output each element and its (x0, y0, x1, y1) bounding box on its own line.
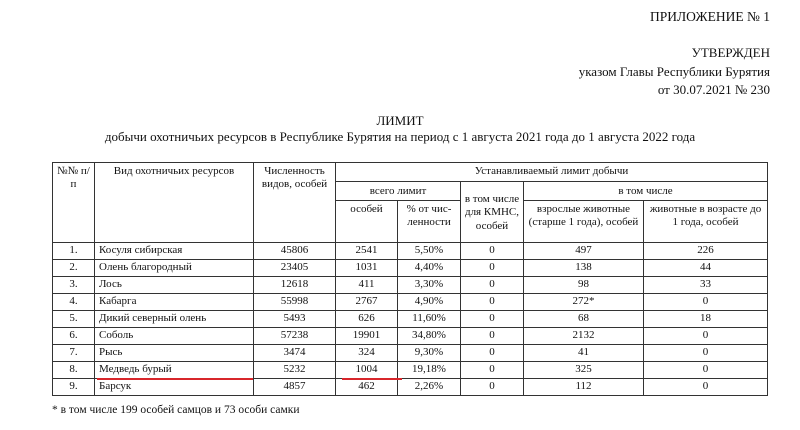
table-row (53, 328, 768, 345)
cell-percent: 34,80% (398, 328, 461, 345)
cell-adults: 138 (524, 260, 644, 277)
cell-young: 44 (644, 260, 768, 277)
cell-kmns: 0 (461, 243, 524, 260)
cell-percent: 19,18% (398, 362, 461, 379)
table-row (53, 260, 768, 277)
cell-percent: 2,26% (398, 379, 461, 396)
cell-percent: 3,30% (398, 277, 461, 294)
table-row (53, 277, 768, 294)
header-individuals: особей (336, 201, 398, 243)
header-including: в том числе (524, 182, 768, 201)
header-population: Численность видов, особей (254, 163, 336, 243)
cell-young: 0 (644, 294, 768, 311)
cell-young: 0 (644, 345, 768, 362)
cell-percent: 4,90% (398, 294, 461, 311)
cell-num: 9. (53, 379, 95, 396)
cell-percent: 11,60% (398, 311, 461, 328)
cell-percent: 5,50% (398, 243, 461, 260)
cell-population: 5232 (254, 362, 336, 379)
table-row (53, 345, 768, 362)
cell-population: 12618 (254, 277, 336, 294)
cell-adults: 272* (524, 294, 644, 311)
cell-num: 5. (53, 311, 95, 328)
decree-date-number: от 30.07.2021 № 230 (657, 82, 770, 97)
cell-individuals: 626 (336, 311, 398, 328)
cell-resource-name: Косуля сибирская (95, 243, 254, 260)
cell-population: 5493 (254, 311, 336, 328)
cell-young: 0 (644, 379, 768, 396)
cell-adults: 41 (524, 345, 644, 362)
document-title: ЛИМИТ (376, 113, 424, 128)
cell-individuals: 324 (336, 345, 398, 362)
cell-num: 8. (53, 362, 95, 379)
cell-individuals: 462 (336, 379, 398, 396)
cell-young: 0 (644, 328, 768, 345)
cell-kmns: 0 (461, 260, 524, 277)
cell-percent: 9,30% (398, 345, 461, 362)
cell-kmns: 0 (461, 294, 524, 311)
cell-individuals: 2541 (336, 243, 398, 260)
cell-kmns: 0 (461, 311, 524, 328)
cell-resource-name: Медведь бурый (95, 362, 254, 379)
cell-adults: 68 (524, 311, 644, 328)
cell-individuals: 2767 (336, 294, 398, 311)
cell-adults: 112 (524, 379, 644, 396)
cell-num: 7. (53, 345, 95, 362)
header-total-limit: всего лимит (336, 182, 461, 201)
cell-kmns: 0 (461, 362, 524, 379)
cell-resource-name: Соболь (95, 328, 254, 345)
highlight-underline-bear-limit (342, 378, 402, 380)
footnote: * в том числе 199 особей самцов и 73 особи самки (52, 404, 300, 416)
cell-young: 18 (644, 311, 768, 328)
header-resource: Вид охотничьих ресурсов (95, 163, 254, 243)
header-adults: взрослые животные (старше 1 года), особей (524, 201, 644, 243)
cell-adults: 2132 (524, 328, 644, 345)
cell-percent: 4,40% (398, 260, 461, 277)
cell-resource-name: Кабарга (95, 294, 254, 311)
cell-population: 45806 (254, 243, 336, 260)
table-row (53, 379, 768, 396)
table-row (53, 243, 768, 260)
cell-num: 2. (53, 260, 95, 277)
cell-population: 23405 (254, 260, 336, 277)
table-row (53, 294, 768, 311)
cell-adults: 325 (524, 362, 644, 379)
header-young: животные в возрасте до 1 года, особей (644, 201, 768, 243)
cell-population: 57238 (254, 328, 336, 345)
highlight-underline-bear-name (97, 378, 253, 380)
cell-individuals: 411 (336, 277, 398, 294)
cell-resource-name: Барсук (95, 379, 254, 396)
cell-young: 226 (644, 243, 768, 260)
cell-resource-name: Олень благородный (95, 260, 254, 277)
cell-population: 4857 (254, 379, 336, 396)
cell-num: 6. (53, 328, 95, 345)
cell-adults: 497 (524, 243, 644, 260)
cell-resource-name: Лось (95, 277, 254, 294)
cell-kmns: 0 (461, 345, 524, 362)
header-limit-group: Устанавливаемый лимит добычи (336, 163, 768, 182)
cell-adults: 98 (524, 277, 644, 294)
cell-num: 1. (53, 243, 95, 260)
cell-num: 4. (53, 294, 95, 311)
cell-kmns: 0 (461, 379, 524, 396)
cell-individuals: 19901 (336, 328, 398, 345)
limit-table (52, 162, 768, 396)
cell-kmns: 0 (461, 277, 524, 294)
document-subtitle: добычи охотничьих ресурсов в Республике Бурятия на период с 1 августа 2021 года до 1 августа 2022 года (104, 129, 696, 144)
cell-individuals: 1031 (336, 260, 398, 277)
table-row (53, 311, 768, 328)
header-kmns: в том числе для КМНС, особей (461, 182, 524, 243)
appendix-label: ПРИЛОЖЕНИЕ № 1 (649, 9, 770, 24)
cell-num: 3. (53, 277, 95, 294)
cell-population: 3474 (254, 345, 336, 362)
header-percent: % от чис-ленности (398, 201, 461, 243)
cell-resource-name: Рысь (95, 345, 254, 362)
cell-young: 0 (644, 362, 768, 379)
cell-kmns: 0 (461, 328, 524, 345)
header-num: №№ п/п (53, 163, 95, 243)
cell-resource-name: Дикий северный олень (95, 311, 254, 328)
approved-label: УТВЕРЖДЕН (691, 45, 770, 60)
cell-individuals: 1004 (336, 362, 398, 379)
cell-population: 55998 (254, 294, 336, 311)
decree-reference: указом Главы Республики Бурятия (578, 64, 770, 79)
cell-young: 33 (644, 277, 768, 294)
table-row (53, 362, 768, 379)
